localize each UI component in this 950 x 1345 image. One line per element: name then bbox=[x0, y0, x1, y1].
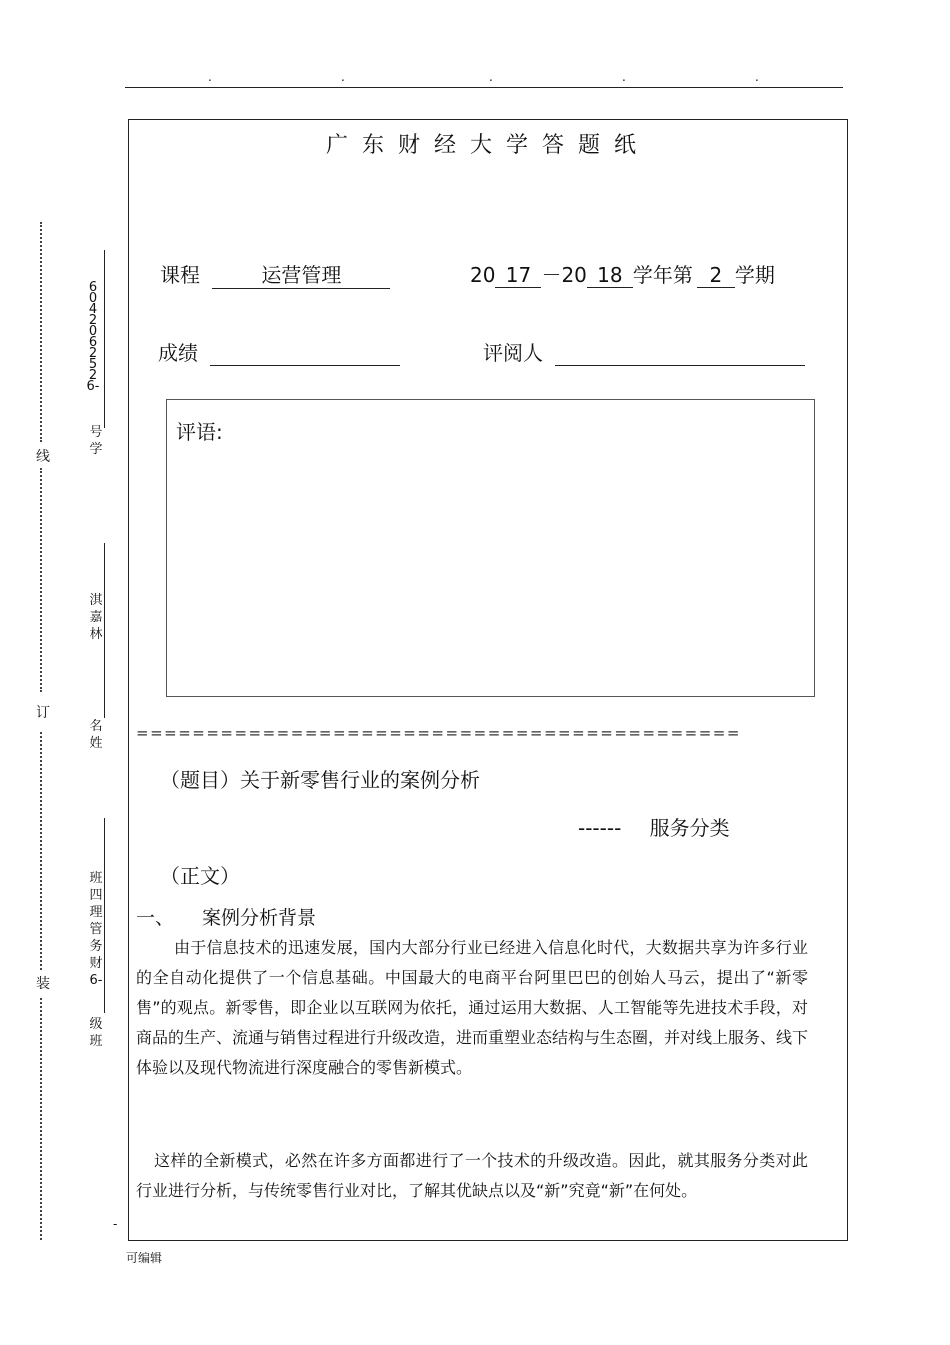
header-dot: . bbox=[208, 70, 212, 84]
header-rule bbox=[125, 87, 843, 88]
student-name-label: 名姓 bbox=[89, 719, 103, 751]
header-dot: . bbox=[755, 70, 759, 84]
course-label: 课程 bbox=[160, 263, 200, 287]
body-label: （正文） bbox=[160, 864, 240, 888]
student-class-label: 级班 bbox=[89, 1017, 103, 1049]
paragraph: 由于信息技术的迅速发展，国内大部分行业已经进入信息化时代，大数据共享为许多行业的全自动化提供了一个信息基础。中国最大的电商平台阿里巴巴的创始人马云，提出了“新零售”的观点。新零售，即企业以互联网为依托，通过运用大数据、人工智能等先进技术手段，对商品的生产、流通与销售过程进行升级改造，进而重塑业态结构与生态圈，并对线上服务、线下体验以及现代物流进行深度融合的零售新模式。 bbox=[136, 938, 809, 1077]
binding-label-xian: 线 bbox=[36, 449, 50, 465]
subtitle-text: 服务分类 bbox=[649, 816, 730, 840]
student-name-line bbox=[104, 543, 105, 718]
student-id-label: 号学 bbox=[89, 425, 103, 457]
comment-box bbox=[166, 399, 815, 697]
year-prefix: 20 bbox=[470, 263, 496, 287]
student-id-line bbox=[104, 250, 105, 428]
binding-dotted-line bbox=[40, 732, 42, 970]
footer-note: 可编辑 bbox=[126, 1251, 163, 1265]
subtitle bbox=[578, 812, 730, 841]
student-class: 班四理管务财6- bbox=[89, 871, 103, 988]
reviewer-field bbox=[555, 343, 805, 366]
binding-label-ding: 订 bbox=[36, 705, 50, 721]
page-title: 广东财经大学答题纸 bbox=[325, 133, 650, 158]
year-dash: －20 bbox=[541, 263, 587, 287]
binding-dotted-line bbox=[40, 998, 42, 1240]
course-row bbox=[160, 259, 390, 289]
header-dot: . bbox=[341, 70, 345, 84]
score-label: 成绩 bbox=[158, 341, 198, 365]
term-label: 学期 bbox=[734, 263, 775, 287]
year-label: 学年第 bbox=[632, 263, 693, 287]
student-name: 淇嘉林 bbox=[89, 593, 103, 642]
reviewer-row bbox=[483, 337, 805, 366]
section-title: 案例分析背景 bbox=[202, 907, 317, 929]
binding-dotted-line bbox=[40, 222, 42, 442]
comment-label: 评语: bbox=[176, 420, 223, 444]
binding-dotted-line bbox=[40, 468, 42, 692]
term-row bbox=[470, 259, 775, 288]
reviewer-label: 评阅人 bbox=[483, 341, 543, 365]
subtitle-dashes: ------ bbox=[578, 816, 622, 840]
student-id: 6042062526- bbox=[86, 280, 100, 394]
topic-title: （题目）关于新零售行业的案例分析 bbox=[160, 768, 480, 792]
binding-dash: - bbox=[113, 1217, 118, 1231]
score-field bbox=[210, 343, 400, 366]
header-dot: . bbox=[622, 70, 626, 84]
year-start: 17 bbox=[495, 263, 541, 288]
course-value: 运营管理 bbox=[212, 259, 390, 289]
header-dot: . bbox=[489, 70, 493, 84]
separator-line: =========================================== bbox=[136, 724, 741, 742]
binding-label-zhuang: 装 bbox=[36, 976, 50, 992]
paragraph: 这样的全新模式，必然在许多方面都进行了一个技术的升级改造。因此，就其服务分类对此行业进行分析，与传统零售行业对比，了解其优缺点以及“新”究竟“新”在何处。 bbox=[136, 1151, 808, 1200]
term-number: 2 bbox=[697, 263, 735, 288]
section-number: 一、 bbox=[136, 907, 175, 929]
score-row bbox=[158, 337, 400, 366]
student-class-line bbox=[104, 818, 105, 1013]
year-end: 18 bbox=[587, 263, 633, 288]
